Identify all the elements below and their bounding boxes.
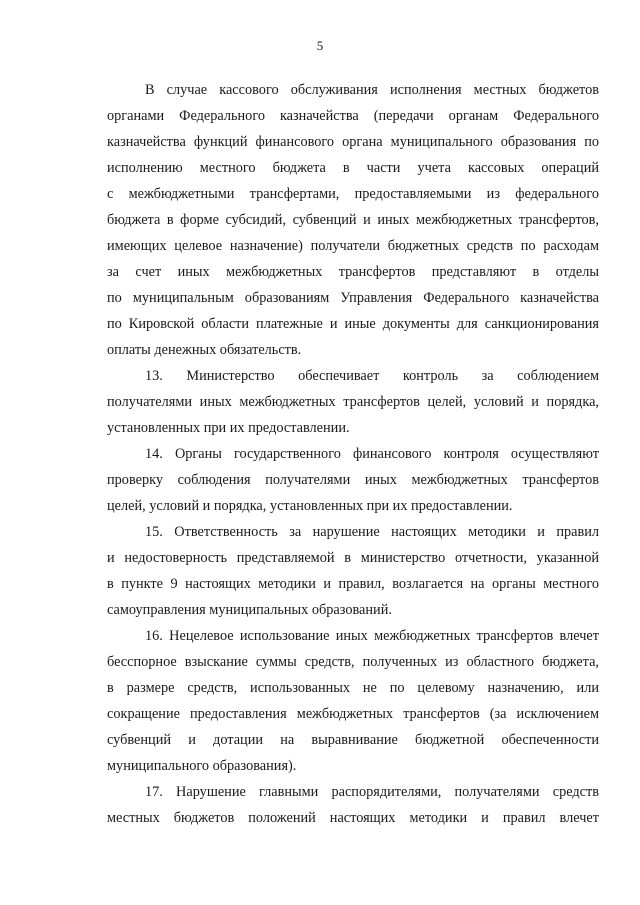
paragraph-line: 13. Министерство обеспечивает контроль за соблюдением [145, 368, 599, 384]
paragraph-line: В случае кассового обслуживания исполнения местных бюджетов [145, 82, 599, 98]
paragraph-line: казначейства функций финансового органа муниципального образования по [107, 134, 599, 150]
paragraph-line: исполнению местного бюджета в части учета кассовых операций [107, 160, 599, 176]
paragraph-line: бюджета в форме субсидий, субвенций и иных межбюджетных трансфертов, [107, 212, 599, 228]
paragraph-line: оплаты денежных обязательств. [107, 342, 302, 358]
paragraph-line: целей, условий и порядка, установленных при их предоставлении. [107, 498, 513, 514]
paragraph-line: субвенций и дотации на выравнивание бюджетной обеспеченности [107, 732, 599, 748]
paragraph-line: муниципального образования). [107, 758, 297, 774]
paragraph-line: имеющих целевое назначение) получатели бюджетных средств по расходам [107, 238, 599, 254]
paragraph-line: проверку соблюдения получателями иных межбюджетных трансфертов [107, 472, 599, 488]
paragraph-line: сокращение предоставления межбюджетных трансфертов (за исключением [107, 706, 599, 722]
paragraph-line: органами Федерального казначейства (передачи органам Федерального [107, 108, 599, 124]
paragraph-line: 14. Органы государственного финансового контроля осуществляют [145, 446, 599, 462]
paragraph-line: 16. Нецелевое использование иных межбюджетных трансфертов влечет [145, 628, 599, 644]
paragraph-line: с межбюджетными трансфертами, предоставляемыми из федерального [107, 186, 599, 202]
paragraph-line: установленных при их предоставлении. [107, 420, 350, 436]
paragraph-line: в пункте 9 настоящих методики и правил, возлагается на органы местного [107, 576, 599, 592]
paragraph-line: самоуправления муниципальных образований. [107, 602, 392, 618]
paragraph-line: и недостоверность представляемой в министерство отчетности, указанной [107, 550, 599, 566]
page-number: 5 [316, 38, 324, 53]
paragraph-line: получателями иных межбюджетных трансфертов целей, условий и порядка, [107, 394, 599, 410]
paragraph-line: бесспорное взыскание суммы средств, полученных из областного бюджета, [107, 654, 599, 670]
paragraph-line: за счет иных межбюджетных трансфертов представляют в отделы [107, 264, 599, 280]
paragraph-line: 17. Нарушение главными распорядителями, получателями средств [145, 784, 599, 800]
paragraph-line: 15. Ответственность за нарушение настоящих методики и правил [145, 524, 599, 540]
paragraph-line: по Кировской области платежные и иные документы для санкционирования [107, 316, 599, 332]
paragraph-line: в размере средств, использованных не по целевому назначению, или [107, 680, 599, 696]
paragraph-line: по муниципальным образованиям Управления Федерального казначейства [107, 290, 599, 306]
paragraph-line: местных бюджетов положений настоящих методики и правил влечет [107, 810, 599, 826]
